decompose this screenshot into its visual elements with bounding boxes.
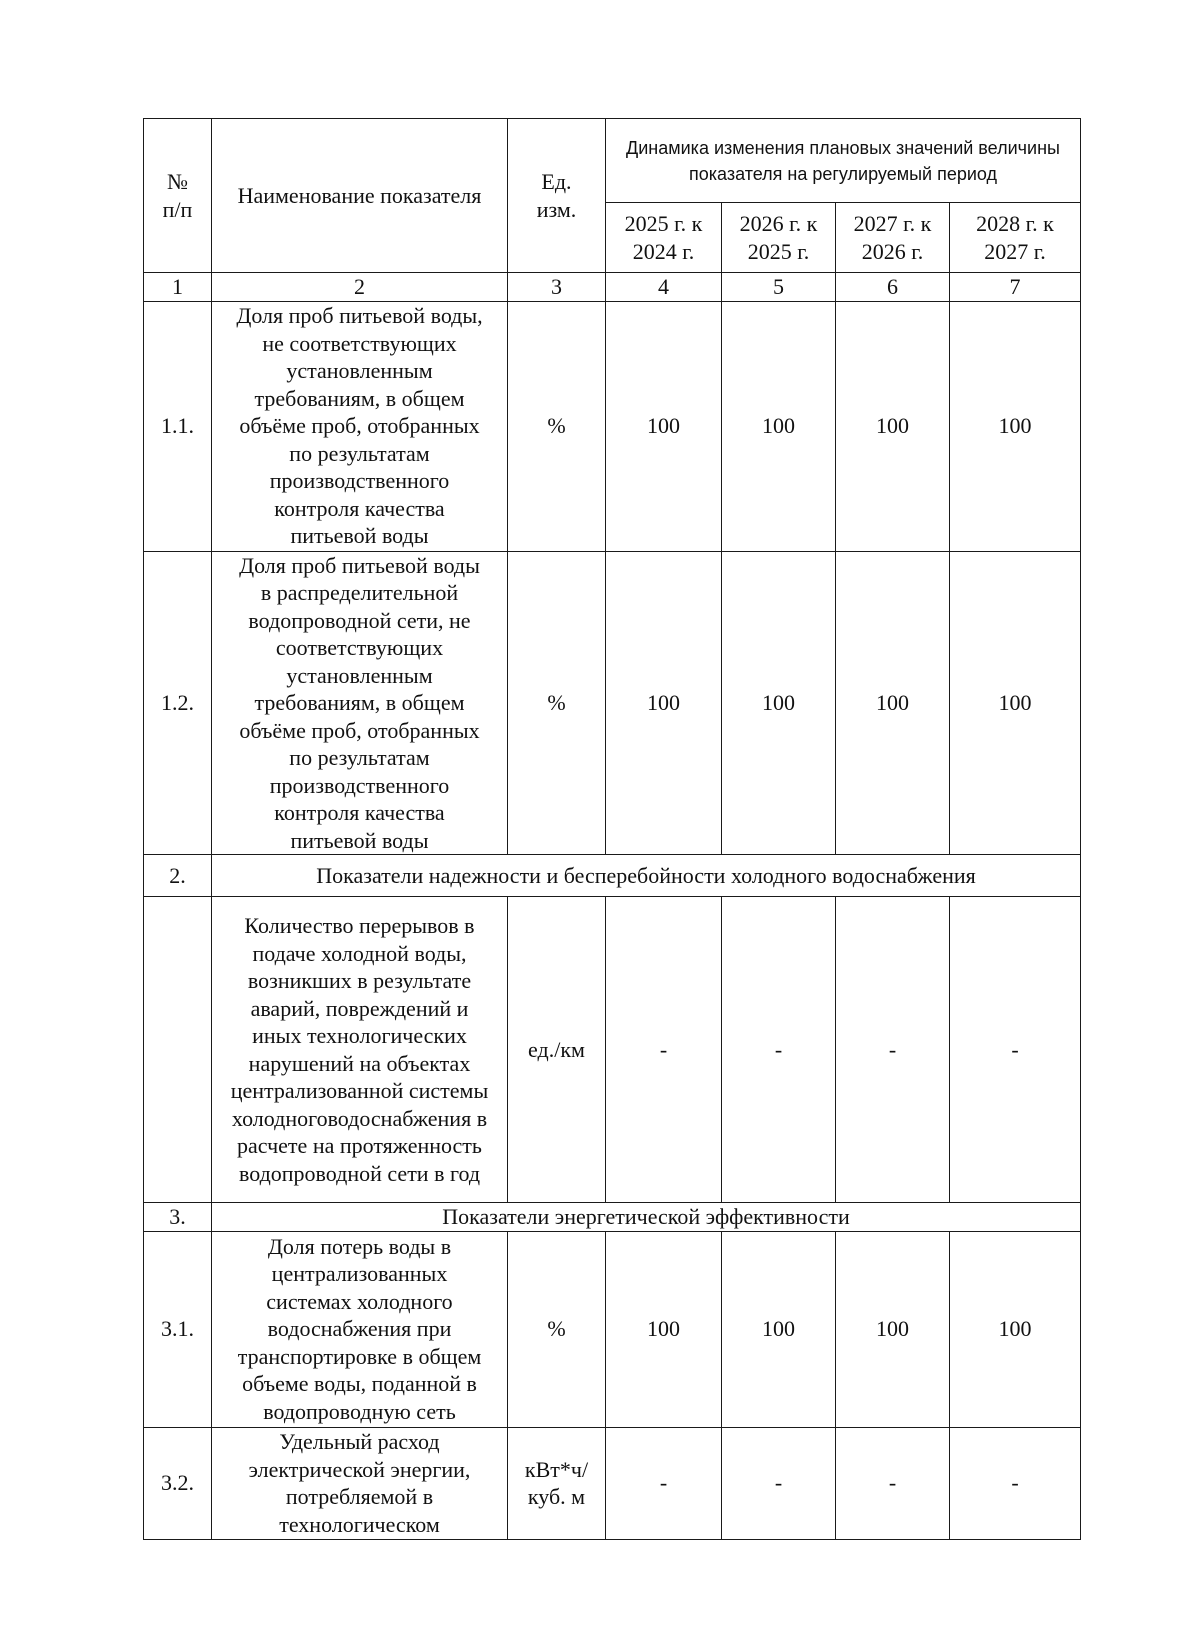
indicator-unit: % [508,1231,606,1427]
value-cell: - [722,897,836,1203]
value-cell: 100 [722,551,836,855]
header-dynamics-label: Динамика изменения плановых значений величины показателя на регулируемый период [626,137,1060,184]
value-cell: 100 [606,551,722,855]
value-cell: - [950,897,1081,1203]
value-cell: 100 [722,1231,836,1427]
value-cell: - [606,1427,722,1539]
header-row [144,119,1081,203]
period-cell: 2027 г. к 2026 г. [836,203,950,273]
value-cell: 100 [836,1231,950,1427]
value-cell: 100 [950,551,1081,855]
column-number: 5 [722,273,836,302]
value-cell: 100 [950,1231,1081,1427]
value-cell: 100 [606,1231,722,1427]
header-unit-label: Ед. изм. [536,169,577,222]
indicator-unit: % [508,301,606,551]
section-row [144,855,1081,897]
indicator-name: Доля потерь воды в централизованных системах холодного водоснабжения при транспортировке в общем объеме воды, поданной в водопроводную сеть [212,1231,508,1427]
header-name [212,119,508,273]
value-cell: - [836,897,950,1203]
indicator-name: Удельный расход электрической энергии, потребляемой в технологическом [212,1427,508,1539]
indicator-unit: % [508,551,606,855]
row-num: 3.1. [144,1231,212,1427]
period-cell: 2026 г. к 2025 г. [722,203,836,273]
value-cell: 100 [722,301,836,551]
value-cell: - [722,1427,836,1539]
table-row [144,551,1081,855]
indicator-name: Доля проб питьевой воды в распределительной водопроводной сети, не соответствующих установленным требованиям, в общем объёме проб, отобранных по результатам производственного контроля качества питьевой воды [212,551,508,855]
table-row [144,1427,1081,1539]
row-num: 3.2. [144,1427,212,1539]
indicator-name: Количество перерывов в подаче холодной воды, возникших в результате аварий, повреждений и иных технологических нарушений на объектах централизованной системы холодноговодоснабжения в расчете на протяженность водопроводной сети в год [212,897,508,1203]
header-unit [508,119,606,273]
section-title: Показатели энергетической эффективности [212,1203,1081,1232]
section-row [144,1203,1081,1232]
value-cell: - [950,1427,1081,1539]
indicators-table [143,118,1081,1540]
header-num-label: № п/п [162,169,193,222]
value-cell: 100 [606,301,722,551]
row-num: 1.1. [144,301,212,551]
table-row [144,897,1081,1203]
row-num: 1.2. [144,551,212,855]
column-number: 1 [144,273,212,302]
column-number: 3 [508,273,606,302]
column-number: 6 [836,273,950,302]
header-name-label: Наименование показателя [237,182,482,208]
header-num [144,119,212,273]
indicator-unit: ед./км [508,897,606,1203]
column-number: 4 [606,273,722,302]
row-num [144,897,212,1203]
value-cell: - [836,1427,950,1539]
section-num: 2. [144,855,212,897]
value-cell: - [606,897,722,1203]
column-number: 2 [212,273,508,302]
value-cell: 100 [836,301,950,551]
indicator-name: Доля проб питьевой воды, не соответствующих установленным требованиям, в общем объёме проб, отобранных по результатам производственного контроля качества питьевой воды [212,301,508,551]
header-dynamics [606,119,1081,203]
section-title: Показатели надежности и бесперебойности холодного водоснабжения [212,855,1081,897]
column-number: 7 [950,273,1081,302]
indicator-unit: кВт*ч/ куб. м [508,1427,606,1539]
period-cell: 2025 г. к 2024 г. [606,203,722,273]
period-cell: 2028 г. к 2027 г. [950,203,1081,273]
value-cell: 100 [836,551,950,855]
table-row [144,301,1081,551]
column-numbers-row [144,273,1081,302]
section-num: 3. [144,1203,212,1232]
value-cell: 100 [950,301,1081,551]
table-row [144,1231,1081,1427]
